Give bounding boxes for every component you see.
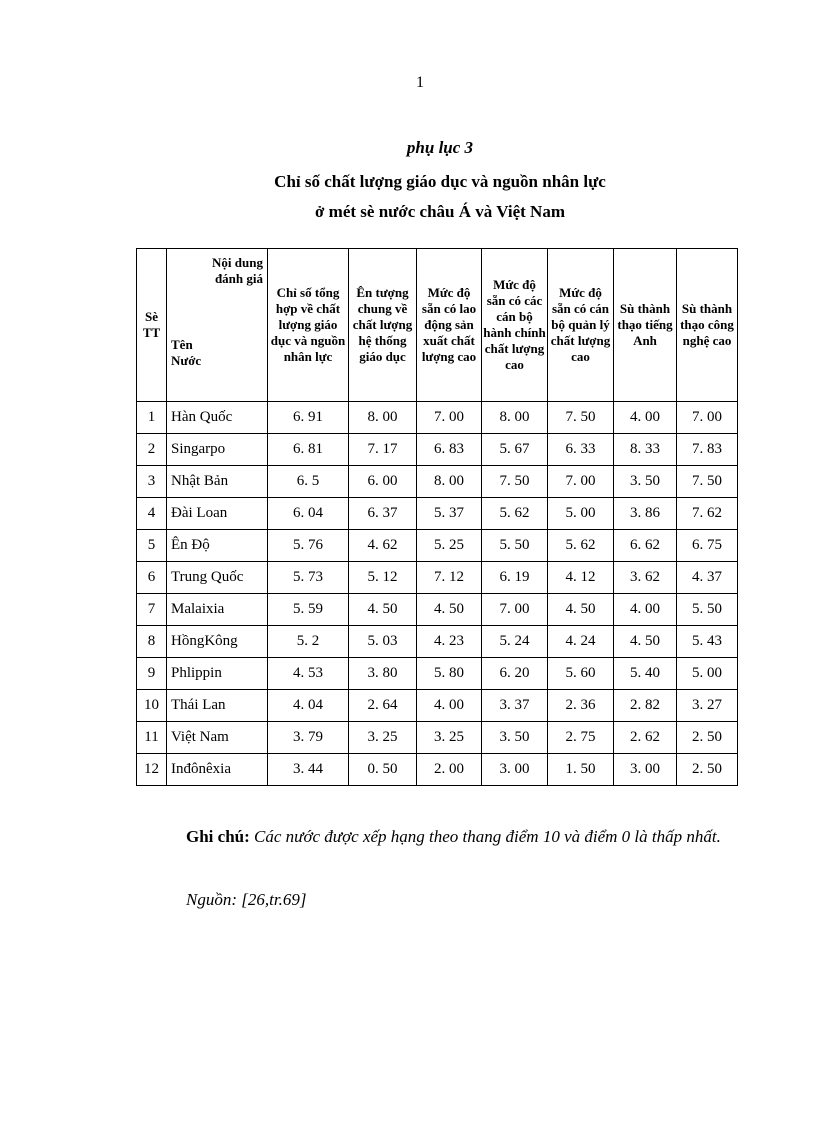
- row-country: Malaixia: [167, 594, 268, 626]
- row-value: 5. 12: [349, 562, 417, 594]
- row-value: 3. 50: [614, 466, 677, 498]
- row-value: 8. 00: [482, 402, 548, 434]
- row-country: Việt Nam: [167, 722, 268, 754]
- row-country: Trung Quốc: [167, 562, 268, 594]
- row-value: 2. 75: [548, 722, 614, 754]
- row-country: Phlippin: [167, 658, 268, 690]
- row-value: 7. 62: [677, 498, 738, 530]
- table-row: [137, 690, 738, 722]
- appendix-label: phụ lục 3: [406, 138, 474, 157]
- row-country: Singarpo: [167, 434, 268, 466]
- row-value: 2. 00: [417, 754, 482, 786]
- header-col-7: Sù thành thạo công nghệ cao: [677, 249, 738, 402]
- header-col-4: Mức độ sẵn có các cán bộ hành chính chất lượng cao: [482, 249, 548, 402]
- row-value: 5. 60: [548, 658, 614, 690]
- row-value: 6. 62: [614, 530, 677, 562]
- row-value: 4. 24: [548, 626, 614, 658]
- row-stt: 2: [137, 434, 167, 466]
- row-value: 7. 50: [482, 466, 548, 498]
- row-stt: 7: [137, 594, 167, 626]
- source-citation: Nguồn: [26,tr.69]: [186, 890, 307, 909]
- row-value: 5. 50: [677, 594, 738, 626]
- row-value: 5. 00: [548, 498, 614, 530]
- row-value: 3. 00: [482, 754, 548, 786]
- row-stt: 5: [137, 530, 167, 562]
- row-value: 6. 75: [677, 530, 738, 562]
- table-row: [137, 722, 738, 754]
- row-value: 6. 04: [268, 498, 349, 530]
- note-label: Ghi chú:: [186, 827, 250, 846]
- row-value: 3. 27: [677, 690, 738, 722]
- table-row: [137, 754, 738, 786]
- row-value: 2. 36: [548, 690, 614, 722]
- row-value: 4. 50: [349, 594, 417, 626]
- header-col-5: Mức độ sẵn có cán bộ quản lý chất lượng cao: [548, 249, 614, 402]
- row-value: 7. 50: [677, 466, 738, 498]
- row-value: 7. 50: [548, 402, 614, 434]
- row-value: 5. 37: [417, 498, 482, 530]
- row-value: 8. 33: [614, 434, 677, 466]
- table-row: [137, 466, 738, 498]
- row-value: 7. 00: [548, 466, 614, 498]
- row-country: Ên Độ: [167, 530, 268, 562]
- row-value: 4. 00: [614, 594, 677, 626]
- row-value: 0. 50: [349, 754, 417, 786]
- row-value: 5. 24: [482, 626, 548, 658]
- header-col-1: Chỉ số tổng hợp về chất lượng giáo dục và nguồn nhân lực: [268, 249, 349, 402]
- row-value: 3. 00: [614, 754, 677, 786]
- row-value: 3. 37: [482, 690, 548, 722]
- row-value: 5. 62: [482, 498, 548, 530]
- row-value: 5. 76: [268, 530, 349, 562]
- row-value: 4. 00: [614, 402, 677, 434]
- row-value: 3. 62: [614, 562, 677, 594]
- row-value: 6. 20: [482, 658, 548, 690]
- row-value: 6. 83: [417, 434, 482, 466]
- row-value: 6. 19: [482, 562, 548, 594]
- education-index-table: [136, 248, 738, 786]
- row-country: Inđônêxia: [167, 754, 268, 786]
- header-col-3: Mức độ sẵn có lao động sản xuất chất lượng cao: [417, 249, 482, 402]
- row-value: 4. 53: [268, 658, 349, 690]
- row-value: 5. 03: [349, 626, 417, 658]
- row-country: Đài Loan: [167, 498, 268, 530]
- table-row: [137, 498, 738, 530]
- row-value: 7. 00: [417, 402, 482, 434]
- table-title-line-2: ở mét sè nước châu Á và Việt Nam: [315, 202, 565, 221]
- row-value: 2. 82: [614, 690, 677, 722]
- row-value: 4. 23: [417, 626, 482, 658]
- row-value: 3. 44: [268, 754, 349, 786]
- row-value: 4. 50: [614, 626, 677, 658]
- row-stt: 11: [137, 722, 167, 754]
- row-value: 5. 67: [482, 434, 548, 466]
- row-value: 4. 04: [268, 690, 349, 722]
- table-row: [137, 626, 738, 658]
- row-value: 8. 00: [417, 466, 482, 498]
- row-value: 5. 62: [548, 530, 614, 562]
- row-value: 3. 50: [482, 722, 548, 754]
- header-diagonal-cell: [167, 249, 268, 402]
- table-row: [137, 402, 738, 434]
- row-value: 2. 64: [349, 690, 417, 722]
- row-value: 1. 50: [548, 754, 614, 786]
- row-stt: 3: [137, 466, 167, 498]
- table-row: [137, 594, 738, 626]
- row-value: 6. 5: [268, 466, 349, 498]
- row-value: 3. 25: [349, 722, 417, 754]
- row-country: Nhật Bản: [167, 466, 268, 498]
- header-col-2: Ên tượng chung về chất lượng hệ thống giáo dục: [349, 249, 417, 402]
- header-col-6: Sù thành thạo tiếng Anh: [614, 249, 677, 402]
- row-value: 6. 00: [349, 466, 417, 498]
- row-stt: 12: [137, 754, 167, 786]
- row-value: 4. 00: [417, 690, 482, 722]
- page-number: 1: [416, 74, 424, 91]
- row-value: 5. 43: [677, 626, 738, 658]
- table-row: [137, 434, 738, 466]
- row-value: 5. 25: [417, 530, 482, 562]
- row-value: 4. 12: [548, 562, 614, 594]
- row-value: 4. 62: [349, 530, 417, 562]
- row-value: 3. 79: [268, 722, 349, 754]
- row-value: 5. 80: [417, 658, 482, 690]
- row-value: 5. 00: [677, 658, 738, 690]
- row-stt: 10: [137, 690, 167, 722]
- row-value: 7. 83: [677, 434, 738, 466]
- table-header-row: [137, 249, 738, 402]
- row-value: 3. 86: [614, 498, 677, 530]
- row-country: HồngKông: [167, 626, 268, 658]
- row-value: 7. 17: [349, 434, 417, 466]
- header-stt: Sè TT: [137, 249, 167, 402]
- table-row: [137, 530, 738, 562]
- row-value: 2. 50: [677, 754, 738, 786]
- row-value: 5. 2: [268, 626, 349, 658]
- row-country: Thái Lan: [167, 690, 268, 722]
- note-text: Các nước được xếp hạng theo thang điểm 10 và điểm 0 là thấp nhất.: [254, 827, 721, 846]
- row-value: 7. 12: [417, 562, 482, 594]
- row-value: 6. 91: [268, 402, 349, 434]
- row-stt: 6: [137, 562, 167, 594]
- table-row: [137, 658, 738, 690]
- note-paragraph: [134, 822, 738, 852]
- row-value: 5. 40: [614, 658, 677, 690]
- row-stt: 8: [137, 626, 167, 658]
- row-value: 6. 33: [548, 434, 614, 466]
- row-value: 6. 37: [349, 498, 417, 530]
- row-value: 4. 50: [417, 594, 482, 626]
- row-stt: 4: [137, 498, 167, 530]
- row-value: 5. 73: [268, 562, 349, 594]
- row-value: 2. 62: [614, 722, 677, 754]
- row-value: 4. 37: [677, 562, 738, 594]
- row-stt: 9: [137, 658, 167, 690]
- row-value: 8. 00: [349, 402, 417, 434]
- row-value: 5. 50: [482, 530, 548, 562]
- row-country: Hàn Quốc: [167, 402, 268, 434]
- row-stt: 1: [137, 402, 167, 434]
- header-criteria-label: Nội dung đánh giá: [212, 255, 263, 286]
- table-title-line-1: Chỉ số chất lượng giáo dục và nguồn nhân lực: [274, 172, 606, 191]
- row-value: 7. 00: [677, 402, 738, 434]
- row-value: 4. 50: [548, 594, 614, 626]
- row-value: 7. 00: [482, 594, 548, 626]
- header-country-label: Tên Nước: [171, 337, 202, 368]
- row-value: 2. 50: [677, 722, 738, 754]
- table-row: [137, 562, 738, 594]
- row-value: 5. 59: [268, 594, 349, 626]
- row-value: 6. 81: [268, 434, 349, 466]
- row-value: 3. 25: [417, 722, 482, 754]
- row-value: 3. 80: [349, 658, 417, 690]
